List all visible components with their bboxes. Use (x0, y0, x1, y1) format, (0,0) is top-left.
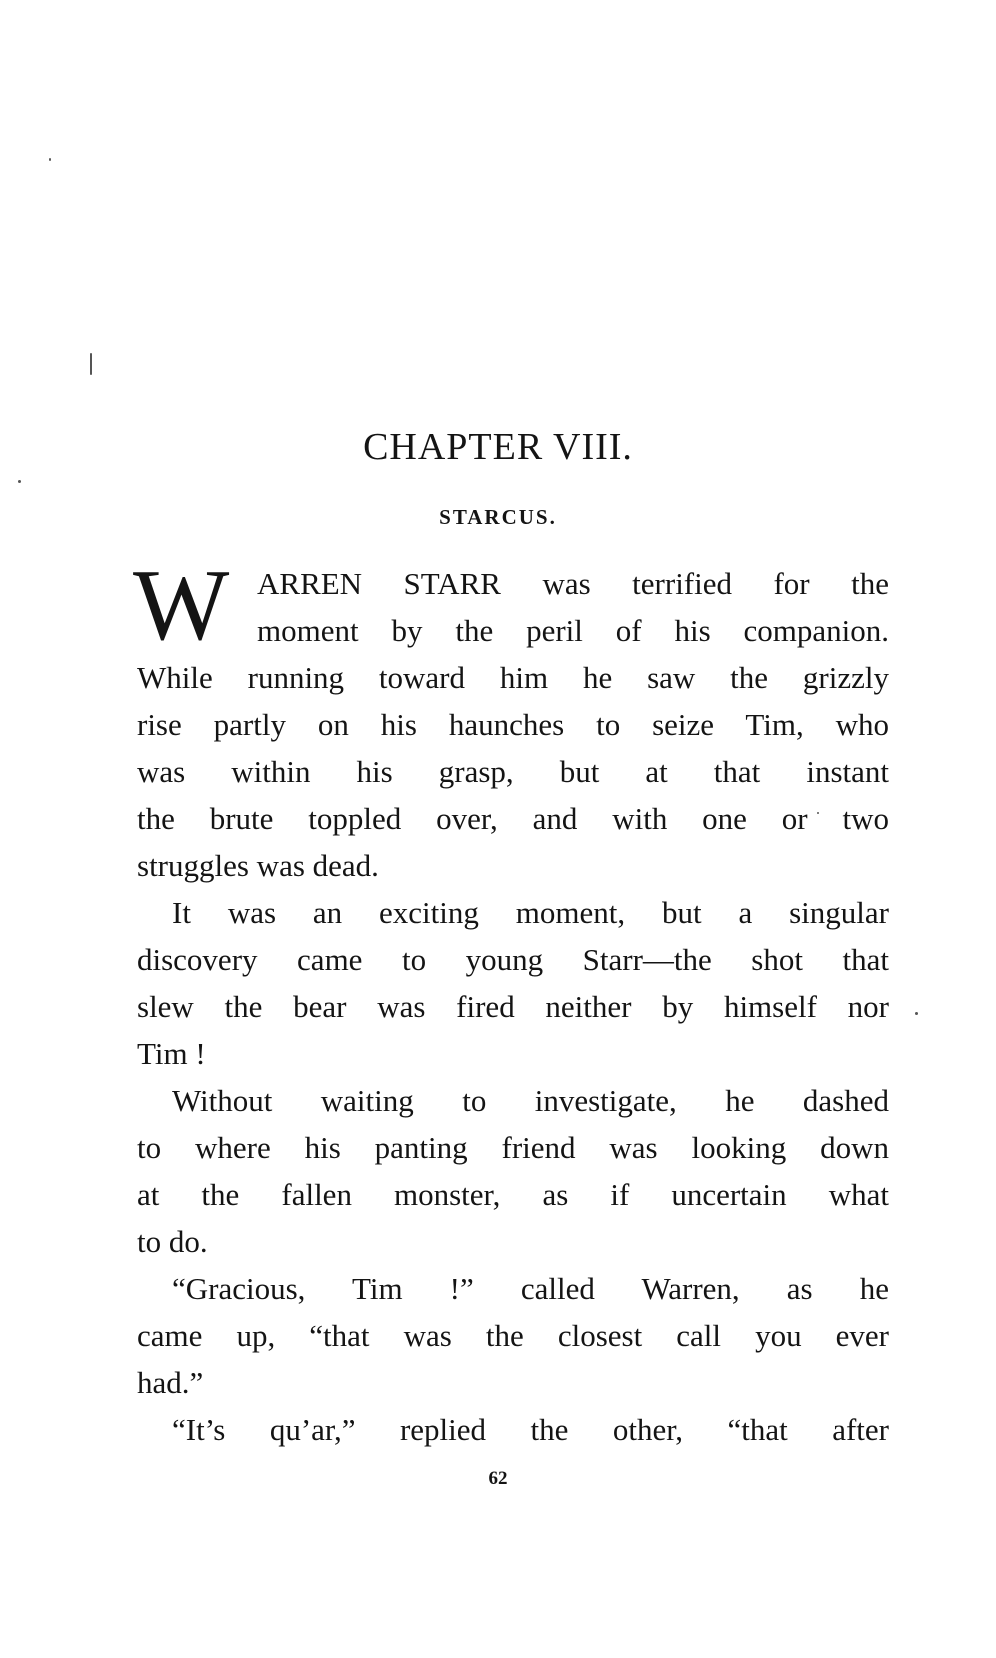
text-line: was within his grasp, but at that instant (137, 754, 889, 789)
text-line: came up, “that was the closest call you ever (137, 1318, 889, 1353)
text-line: ARREN STARR was terrified for the (257, 566, 889, 601)
text-line: rise partly on his haunches to seize Tim, who (137, 707, 889, 742)
text-line: had.” (137, 1365, 204, 1400)
text-line: It was an exciting moment, but a singular (172, 895, 889, 930)
scan-speck (49, 158, 51, 161)
paragraph-4 (137, 1265, 889, 1406)
paragraph-2 (137, 889, 889, 1077)
text-line: at the fallen monster, as if uncertain what (137, 1177, 889, 1212)
paragraph-5 (137, 1406, 889, 1453)
text-line: slew the bear was fired neither by himself nor (137, 989, 889, 1024)
text-line: discovery came to young Starr—the shot that (137, 942, 889, 977)
chapter-subtitle: STARCUS. (439, 505, 557, 529)
scan-speck (18, 480, 21, 483)
text-line: moment by the peril of his companion. (257, 613, 889, 648)
text-line: Tim ! (137, 1036, 206, 1071)
text-line: the brute toppled over, and with one or two (137, 801, 889, 836)
text-line: “It’s qu’ar,” replied the other, “that after (172, 1412, 889, 1447)
text-line: struggles was dead. (137, 848, 379, 883)
text-line: to where his panting friend was looking down (137, 1130, 889, 1165)
paragraph-1 (133, 549, 889, 889)
text-line: While running toward him he saw the grizzly (137, 660, 889, 695)
page-number: 62 (488, 1468, 508, 1489)
paragraph-3 (137, 1077, 889, 1265)
drop-cap-block (133, 549, 889, 662)
text-line: to do. (137, 1224, 208, 1259)
text-line: “Gracious, Tim !” called Warren, as he (172, 1271, 889, 1306)
scan-speck (915, 1012, 918, 1015)
drop-cap: W (133, 549, 230, 662)
body-text (133, 549, 889, 1453)
chapter-title: CHAPTER VIII. (363, 426, 633, 468)
text-line: Without waiting to investigate, he dashed (172, 1083, 889, 1118)
scan-speck (90, 353, 92, 375)
